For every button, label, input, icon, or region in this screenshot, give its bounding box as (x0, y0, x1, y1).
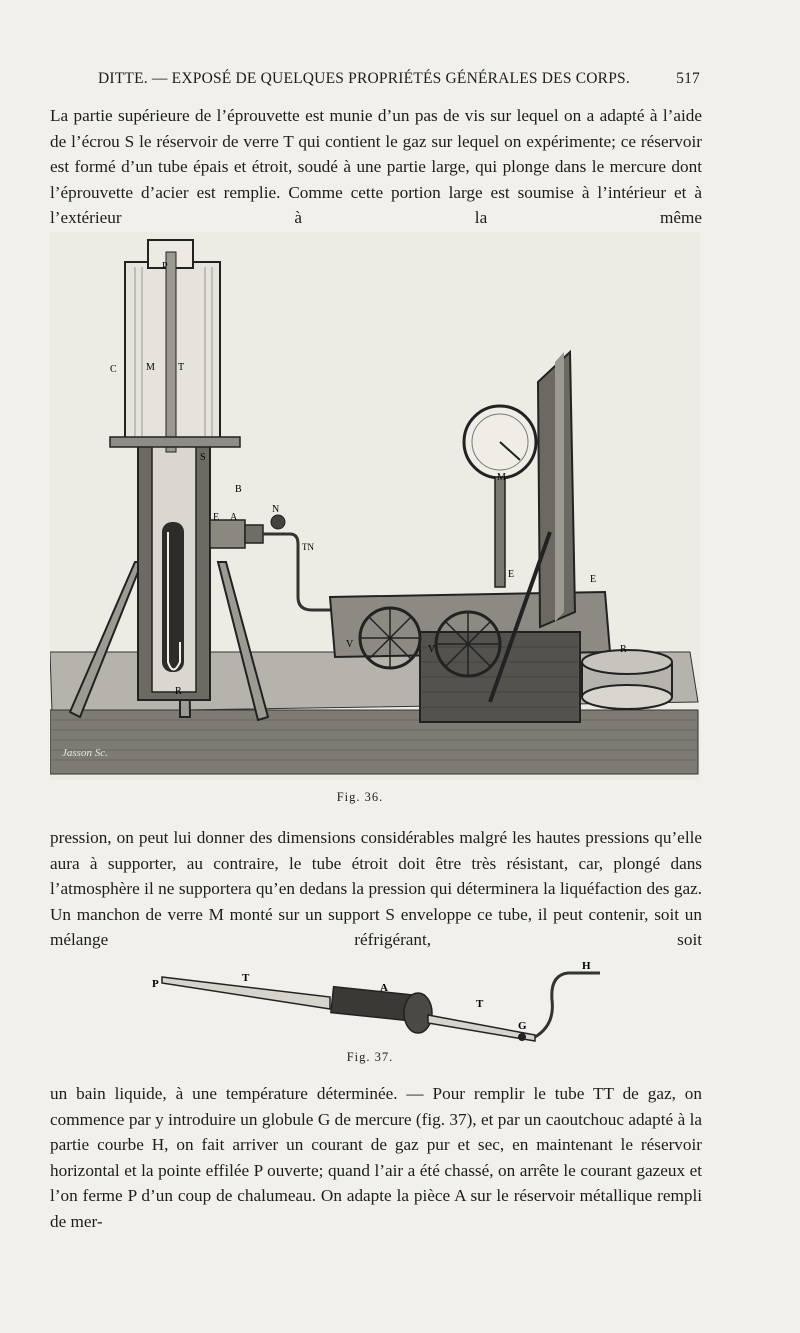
label-R-basin: R (620, 644, 627, 655)
page-number: 517 (676, 70, 700, 87)
basin-top (582, 650, 672, 674)
label-A: A (230, 512, 238, 523)
label-M: M (146, 362, 155, 373)
label-N: N (272, 504, 280, 515)
paragraph-2: pression, on peut lui donner des dimensions considérables malgré les hautes pressions qu’elle aura à supporter, au contraire, le tube étroit doit être très résistant, car, plongé dans l’atmosphère il ne supportera qu’en dedans la pression qui déterminera la liquéfaction des gaz. Un manchon de verre M monté sur un support S enveloppe ce tube, il peut contenir, soit un mélange réfrigérant, soit (50, 828, 702, 949)
figure-36-caption: Fig. 36. (336, 790, 384, 804)
figure-37-engraving (150, 955, 610, 1045)
label-S: S (200, 452, 206, 463)
figure-36-illustration (50, 232, 700, 780)
table-front (50, 710, 698, 774)
label-V-right: V (428, 644, 436, 655)
paragraph-1: La partie supérieure de l’éprouvette est munie d’un pas de vis sur lequel on a adapté à l’aide de l’écrou S le réservoir de verre T qui contient le gaz sur lequel on expérimente; ce réservoir est formé d’un tube épais et étroit, soudé à une partie large, qui plonge dans le mercure dont l’éprouvette d’acier est remplie. Comme cette portion large est soumise à l’intérieur et à l’extérieur à la même (50, 106, 702, 227)
figure-36-engraving (50, 232, 700, 780)
label-T-right: T (476, 998, 484, 1010)
glass-tube-T (166, 252, 176, 452)
mercury-globule-G (518, 1033, 526, 1041)
label-A: A (380, 982, 388, 994)
support-S (110, 437, 240, 447)
figure-37-caption: Fig. 37. (346, 1050, 394, 1064)
label-G: G (518, 1020, 527, 1032)
label-T: T (242, 972, 250, 984)
manometer-stem (495, 477, 505, 587)
label-B: B (235, 484, 242, 495)
figure-37-illustration (150, 955, 610, 1045)
label-P: P (162, 261, 168, 272)
running-title: DITTE. — EXPOSÉ DE QUELQUES PROPRIÉTÉS GÉNÉRALES DES CORPS. (98, 70, 630, 87)
nut-B (210, 520, 245, 548)
label-P: P (152, 978, 159, 990)
column-highlight (555, 352, 564, 622)
label-E-prime: E (508, 569, 515, 580)
label-E-right: E (590, 574, 597, 585)
label-T: T (178, 362, 185, 373)
label-E: E (213, 512, 220, 523)
label-TN: TN (302, 542, 314, 552)
valve-N (271, 515, 285, 529)
wheel-V-right (436, 612, 500, 676)
label-C: C (110, 364, 117, 375)
label-M-gauge: M (497, 472, 506, 483)
label-H: H (582, 960, 591, 972)
wheel-V-left (360, 608, 420, 668)
collar (404, 993, 432, 1033)
paragraph-3: un bain liquide, à une température déterminée. — Pour remplir le tube TT de gaz, on commence par y introduire un globule G de mercure (fig. 37), et par un caoutchouc adapté à la partie courbe H, on fait arriver un courant de gaz pur et sec, en maintenant le réservoir horizontal et la pointe effilée P ouverte; quand l’air a été chassé, on arrête le courant gazeux et l’on ferme P d’un coup de chalumeau. On adapte la pièce A sur le réservoir métallique rempli de mer- (50, 1084, 702, 1231)
label-V-left: V (346, 639, 354, 650)
connector-E (245, 525, 263, 543)
engraver-signature: Jasson Sc. (62, 747, 108, 759)
curved-part-H (535, 973, 600, 1037)
running-header (50, 70, 700, 94)
label-R: R (175, 686, 182, 697)
basin-R (582, 685, 672, 709)
